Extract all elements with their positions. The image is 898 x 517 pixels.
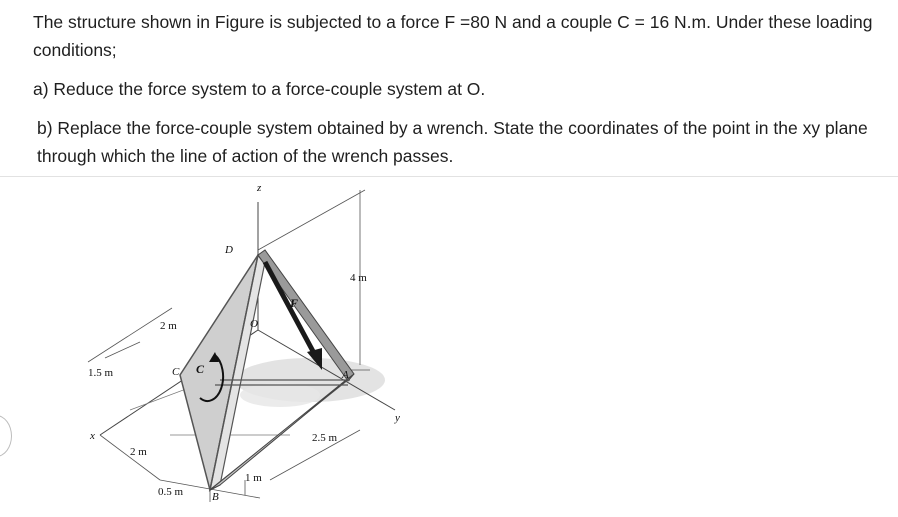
label-f: F <box>290 296 299 310</box>
page-edge-arc <box>0 415 12 457</box>
divider <box>0 176 898 177</box>
problem-intro: The structure shown in Figure is subjected to a force F =80 N and a couple C = 16 N.m. Under these loading conditions; <box>33 12 873 60</box>
label-z: z <box>257 182 262 194</box>
label-x: x <box>90 430 95 442</box>
label-2m-left: 2 m <box>130 446 147 458</box>
label-a: A <box>342 369 349 381</box>
problem-part-a: a) Reduce the force system to a force-couple system at O. <box>33 79 486 99</box>
label-1.5m: 1.5 m <box>88 367 114 379</box>
label-4m: 4 m <box>350 272 367 284</box>
label-2.5m: 2.5 m <box>312 432 338 444</box>
construction-line-top <box>258 190 365 250</box>
label-c-point: C <box>172 366 180 378</box>
label-2m-top: 2 m <box>160 320 177 332</box>
problem-statement <box>33 8 883 170</box>
label-1m: 1 m <box>245 472 262 484</box>
label-y: y <box>395 412 400 424</box>
problem-part-b: b) Replace the force-couple system obtained by a wrench. State the coordinates of the point in the xy plane through which the line of action of the wrench passes. <box>37 118 868 166</box>
label-o: O <box>250 318 258 330</box>
label-b: B <box>212 491 219 503</box>
dim-2m-top-line <box>88 308 172 362</box>
structure-figure <box>60 180 420 515</box>
ground-shadow-2 <box>240 383 320 407</box>
label-d: D <box>225 244 233 256</box>
label-c-couple: C <box>196 362 205 376</box>
structure-drawing <box>60 180 420 515</box>
dim-1.5m-line <box>105 342 140 358</box>
label-0.5m: 0.5 m <box>158 486 184 498</box>
